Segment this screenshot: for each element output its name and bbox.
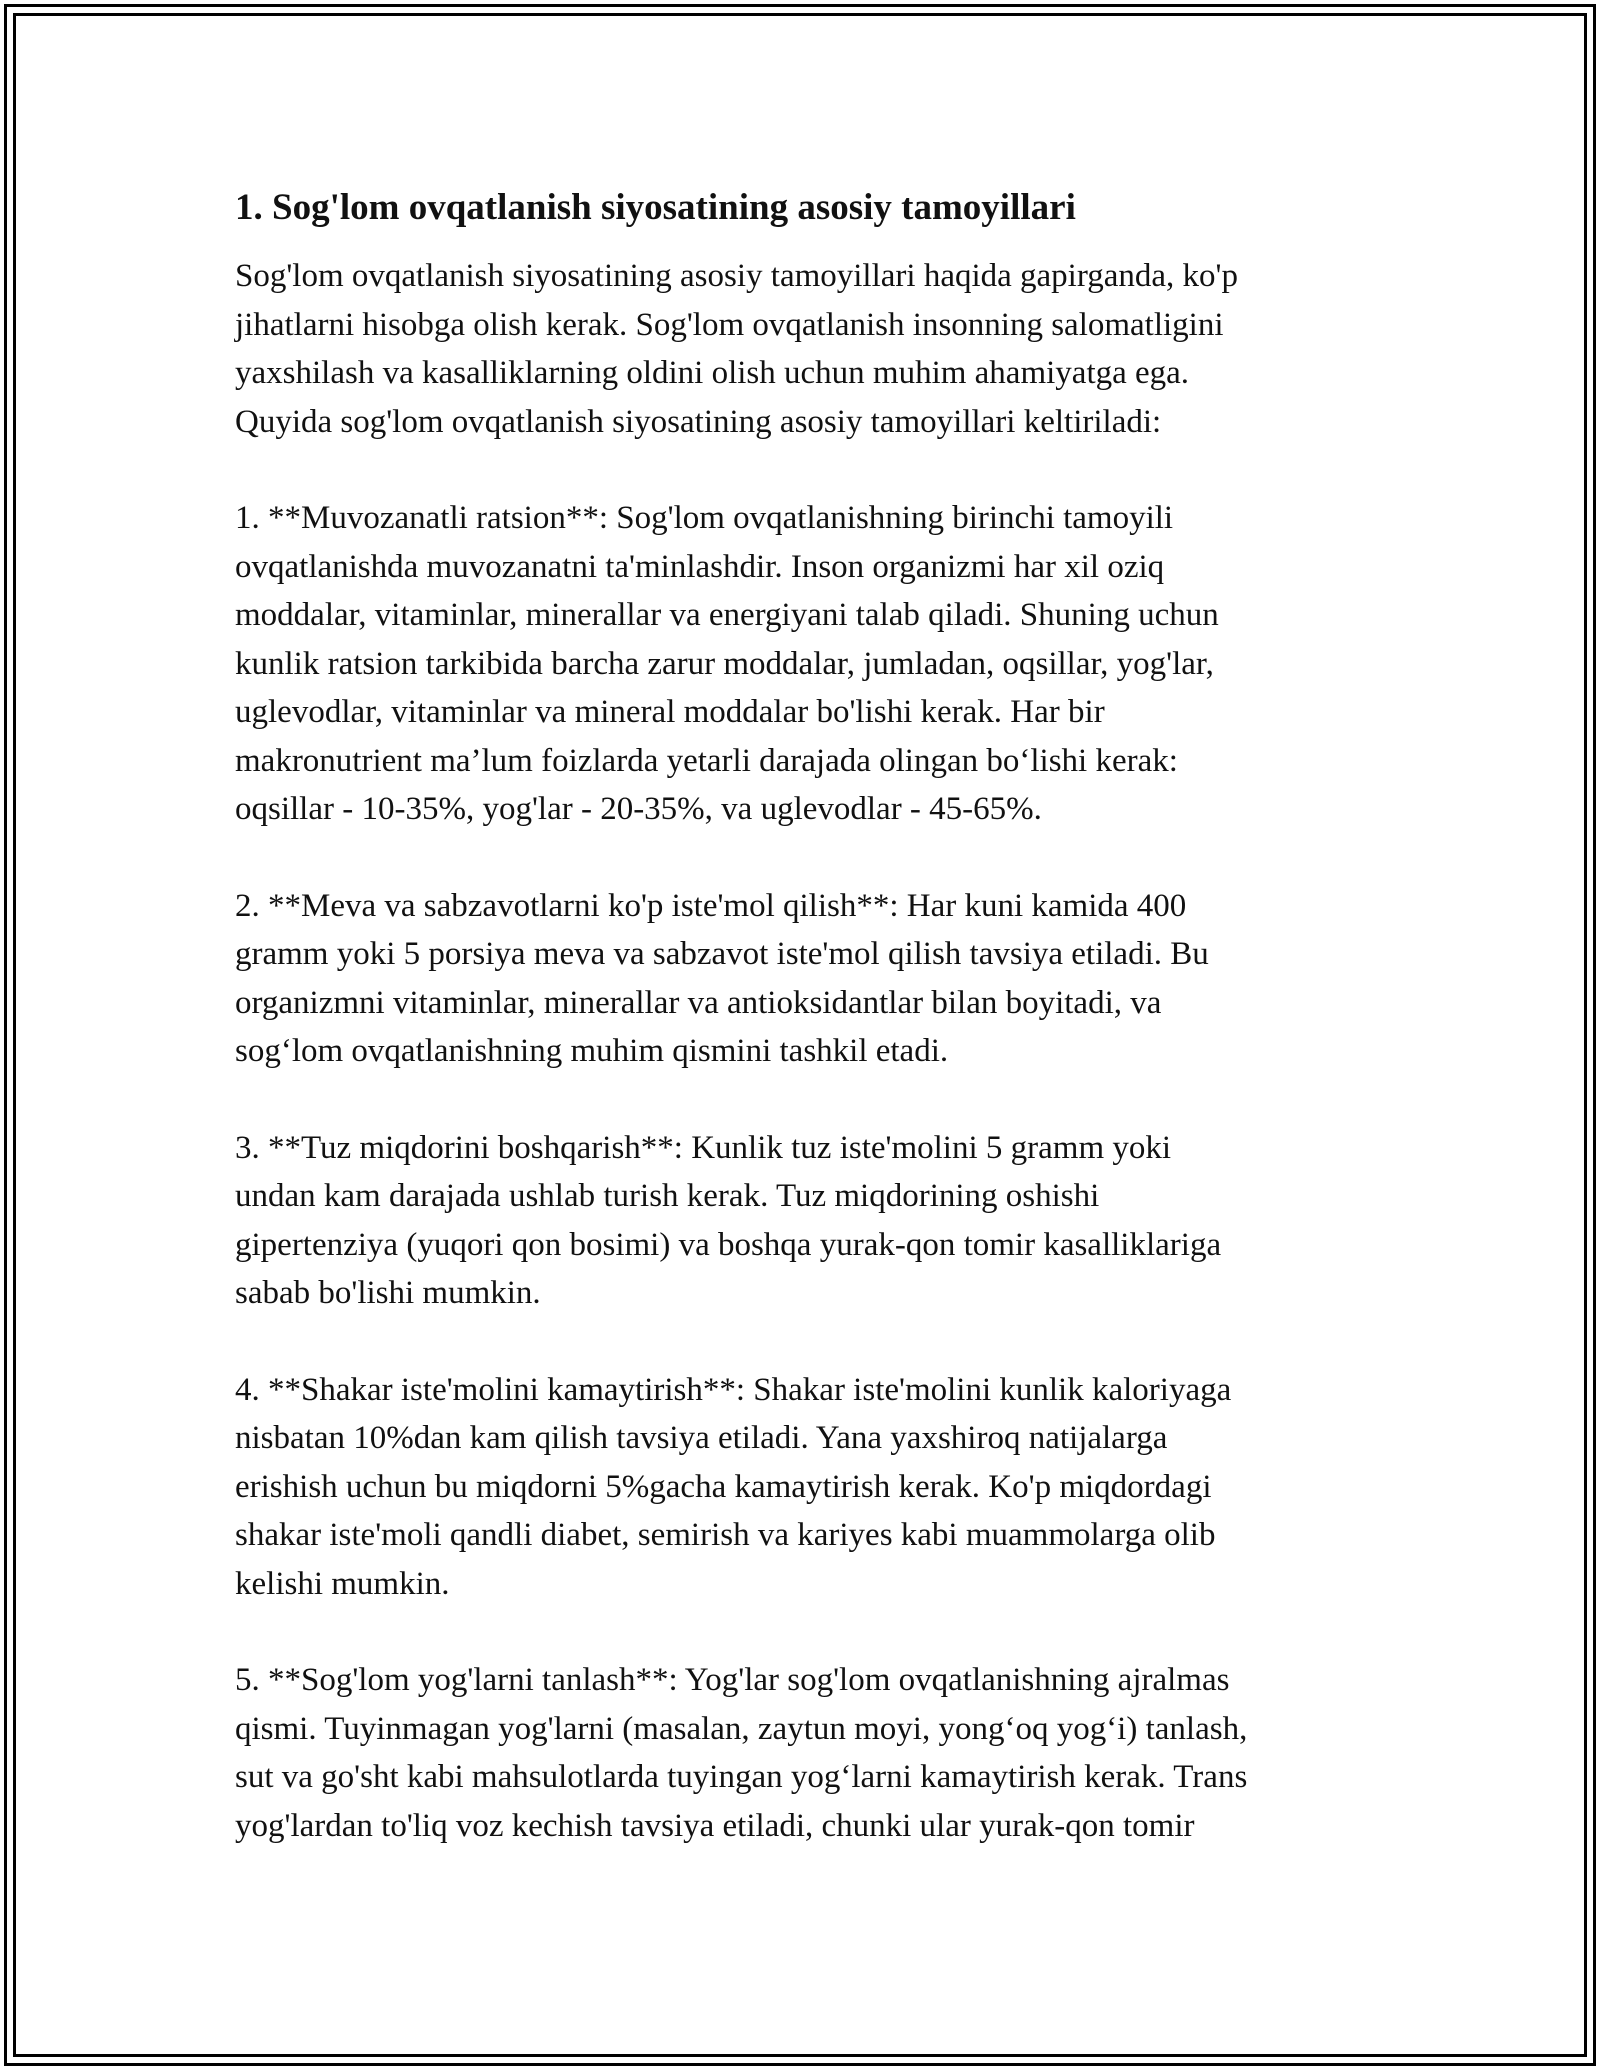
- text-line: gipertenziya (yuqori qon bosimi) va boshqa yurak-qon tomir kasalliklariga: [235, 1226, 1222, 1263]
- text-line: moddalar, vitaminlar, minerallar va energiyani talab qiladi. Shuning uchun: [235, 597, 1219, 633]
- text-line: kunlik ratsion tarkibida barcha zarur moddalar, jumladan, oqsillar, yog'lar,: [235, 645, 1214, 682]
- paragraph-intro: [235, 252, 1385, 446]
- text-line: sog‘lom ovqatlanishning muhim qismini tashkil etadi.: [235, 1033, 949, 1069]
- text-line: sut va go'sht kabi mahsulotlarda tuyingan yog‘larni kamaytirish kerak. Trans: [235, 1759, 1248, 1795]
- document-body: [235, 184, 1385, 1898]
- text-line: Quyida sog'lom ovqatlanish siyosatining asosiy tamoyillari keltiriladi:: [235, 403, 1162, 440]
- text-line: ovqatlanishda muvozanatni ta'minlashdir. Inson organizmi har xil oziq: [235, 548, 1165, 585]
- text-line: makronutrient ma’lum foizlarda yetarli darajada olingan bo‘lishi kerak:: [235, 742, 1178, 779]
- text-line: Sog'lom ovqatlanish siyosatining asosiy tamoyillari haqida gapirganda, ko'p: [235, 258, 1238, 294]
- text-line: 3. **Tuz miqdorini boshqarish**: Kunlik tuz iste'molini 5 gramm yoki: [235, 1129, 1172, 1166]
- paragraph-item-3: [235, 1124, 1385, 1318]
- paragraph-item-5: [235, 1656, 1385, 1850]
- text-line: kelishi mumkin.: [235, 1565, 450, 1602]
- text-line: 1. **Muvozanatli ratsion**: Sog'lom ovqatlanishning birinchi tamoyili: [235, 500, 1174, 536]
- text-line: oqsillar - 10-35%, yog'lar - 20-35%, va uglevodlar - 45-65%.: [235, 791, 1042, 827]
- paragraph-item-2: [235, 882, 1385, 1076]
- text-line: uglevodlar, vitaminlar va mineral moddalar bo'lishi kerak. Har bir: [235, 694, 1105, 730]
- text-line: organizmni vitaminlar, minerallar va antioksidantlar bilan boyitadi, va: [235, 984, 1162, 1021]
- paragraph-item-4: [235, 1366, 1385, 1609]
- text-line: yog'lardan to'liq voz kechish tavsiya etiladi, chunki ular yurak-qon tomir: [235, 1807, 1195, 1844]
- text-line: 4. **Shakar iste'molini kamaytirish**: Shakar iste'molini kunlik kaloriyaga: [235, 1371, 1232, 1408]
- text-line: undan kam darajada ushlab turish kerak. Tuz miqdorining oshishi: [235, 1178, 1100, 1214]
- text-line: yaxshilash va kasalliklarning oldini olish uchun muhim ahamiyatga ega.: [235, 355, 1190, 391]
- text-line: gramm yoki 5 porsiya meva va sabzavot iste'mol qilish tavsiya etiladi. Bu: [235, 936, 1209, 972]
- text-line: erishish uchun bu miqdorni 5%gacha kamaytirish kerak. Ko'p miqdordagi: [235, 1468, 1212, 1505]
- text-line: shakar iste'moli qandli diabet, semirish va kariyes kabi muammolarga olib: [235, 1517, 1216, 1553]
- text-line: jihatlarni hisobga olish kerak. Sog'lom ovqatlanish insonning salomatligini: [235, 306, 1224, 343]
- text-line: qismi. Tuyinmagan yog'larni (masalan, zaytun moyi, yong‘oq yog‘i) tanlash,: [235, 1710, 1248, 1747]
- text-line: nisbatan 10%dan kam qilish tavsiya etiladi. Yana yaxshiroq natijalarga: [235, 1420, 1168, 1456]
- text-line: 2. **Meva va sabzavotlarni ko'p iste'mol qilish**: Har kuni kamida 400: [235, 887, 1187, 924]
- paragraph-item-1: [235, 494, 1385, 834]
- section-title: 1. Sog'lom ovqatlanish siyosatining asosiy tamoyillari: [235, 187, 1076, 228]
- text-line: sabab bo'lishi mumkin.: [235, 1275, 541, 1311]
- text-line: 5. **Sog'lom yog'larni tanlash**: Yog'lar sog'lom ovqatlanishning ajralmas: [235, 1662, 1230, 1698]
